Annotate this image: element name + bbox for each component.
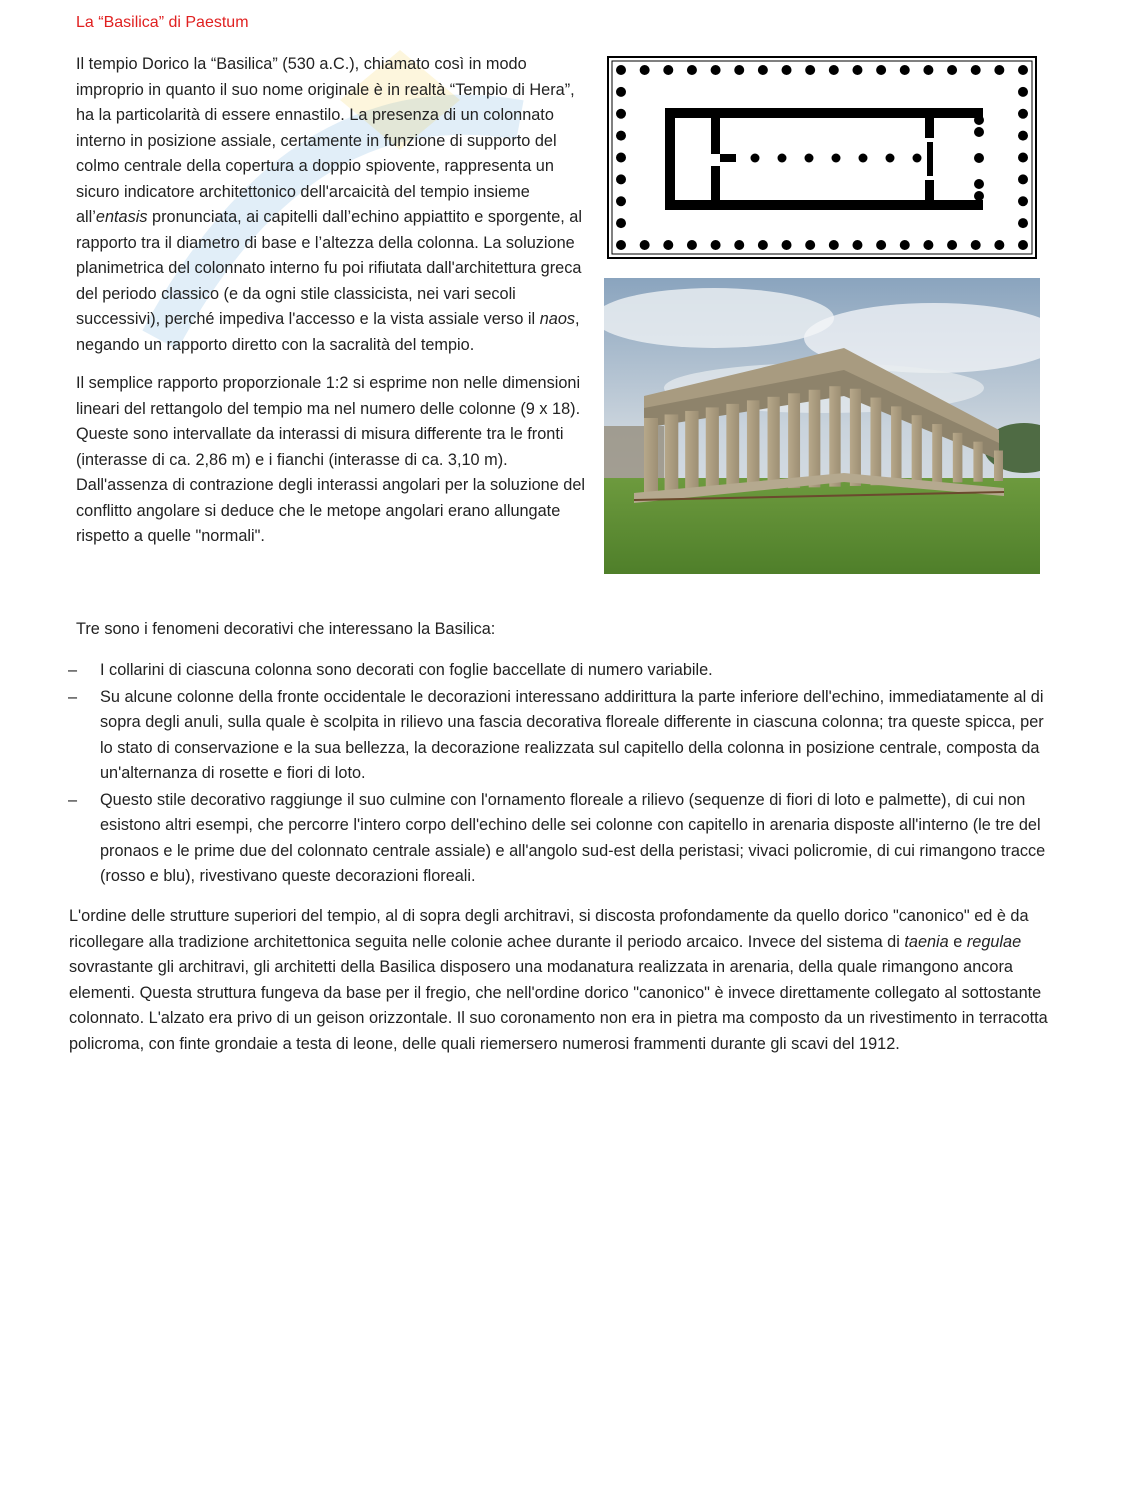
- list-item: – Su alcune colonne della fronte occidentale le decorazioni interessano addirittura la parte inferiore dell'echino, immediatamente al di sopra degli anuli, sulla quale è scolpita in rilievo una fascia decorativa floreale differente in ciascuna colonna; tra queste spicca, per lo stato di conservazione e la sua bellezza, la decorazione realizzata sul capitello della colonna in posizione centrale, composta da un'alternanza di rosette e fiori di loto.: [68, 687, 1044, 782]
- intro-paragraph-2: Il semplice rapporto proporzionale 1:2 si esprime non nelle dimensioni lineari del rettangolo del tempio ma nel numero delle colonne (9 x 18). Queste sono intervallate da interassi di misura differente tra le fronti (interasse di ca. 2,86 m) e i fianchi (interasse di ca. 3,10 m). Dall'assenza di contrazione degli interassi angolari per la soluzione del conflitto angolare si deduce che le metope angolari erano allungate rispetto a quelle "normali".: [76, 374, 586, 545]
- temple-photo-icon: [604, 278, 1040, 574]
- decorations-intro: Tre sono i fenomeni decorativi che interessano la Basilica:: [76, 620, 496, 638]
- intro-text: [76, 52, 596, 563]
- intro-paragraph-1: Il tempio Dorico la “Basilica” (530 a.C.), chiamato così in modo improprio in quanto il suo nome originale è in realtà “Tempio di Hera”, ha la particolarità di essere ennastilo. La presenza di un colonnato interno in posizione assiale, certamente in funzione di supporto del colmo centrale della copertura a doppio spiovente, rappresenta un sicuro indicatore architettonico dell'arcaicità del tempio insieme all’entasis pronunciata, ai capitelli dall’echino appiattito e sporgente, al rapporto tra il diametro di base e l’altezza della colonna. La soluzione planimetrica del colonnato interno fu poi rifiutata dall'architettura greca del periodo classico (e da ogni stile classicista, nei vari secoli successivi), perché impediva l'accesso e la vista assiale verso il naos, negando un rapporto diretto con la sacralità del tempio.: [76, 55, 582, 354]
- decorations-list: [68, 658, 1058, 891]
- temple-floor-plan-icon: [607, 56, 1037, 259]
- list-item: – Questo stile decorativo raggiunge il suo culmine con l'ornamento floreale a rilievo (sequenze di fiori di loto e palmette), di cui non esistono altri esempi, che percorre l'intero corpo dell'echino delle sei colonne con capitello in arenaria disposte all'interno (le tre del pronaos e le prime due del colonnato centrale assiale) e all'angolo sud-est della peristasi; vivaci policromie, di cui rimangono tracce (rosso e blu), rivestivano queste decorazioni floreali.: [68, 790, 1046, 885]
- closing-paragraph: L'ordine delle strutture superiori del tempio, al di sopra degli architravi, si discosta profondamente da quello dorico "canonico" ed è da ricollegare alla tradizione architettonica seguita nelle colonie achee durante il periodo arcaico. Invece del sistema di taenia e regulae sovrastante gli architravi, gli architetti della Basilica disposero una modanatura realizzata in arenaria, della quale rimangono ancora elementi. Questa struttura fungeva da base per il fregio, che nell'ordine dorico "canonico" è invece direttamente collegato al sottostante colonnato. L'alzato era privo di un geison orizzontale. Il suo coronamento non era in pietra ma composto da un rivestimento in terracotta policroma, con finte grondaie a testa di leone, delle quali riemersero numerosi frammenti durante gli scavi del 1912.: [69, 907, 1048, 1053]
- list-item: – I collarini di ciascuna colonna sono decorati con foglie baccellate di numero variabile.: [68, 661, 713, 679]
- page-title: La “Basilica” di Paestum: [76, 14, 249, 31]
